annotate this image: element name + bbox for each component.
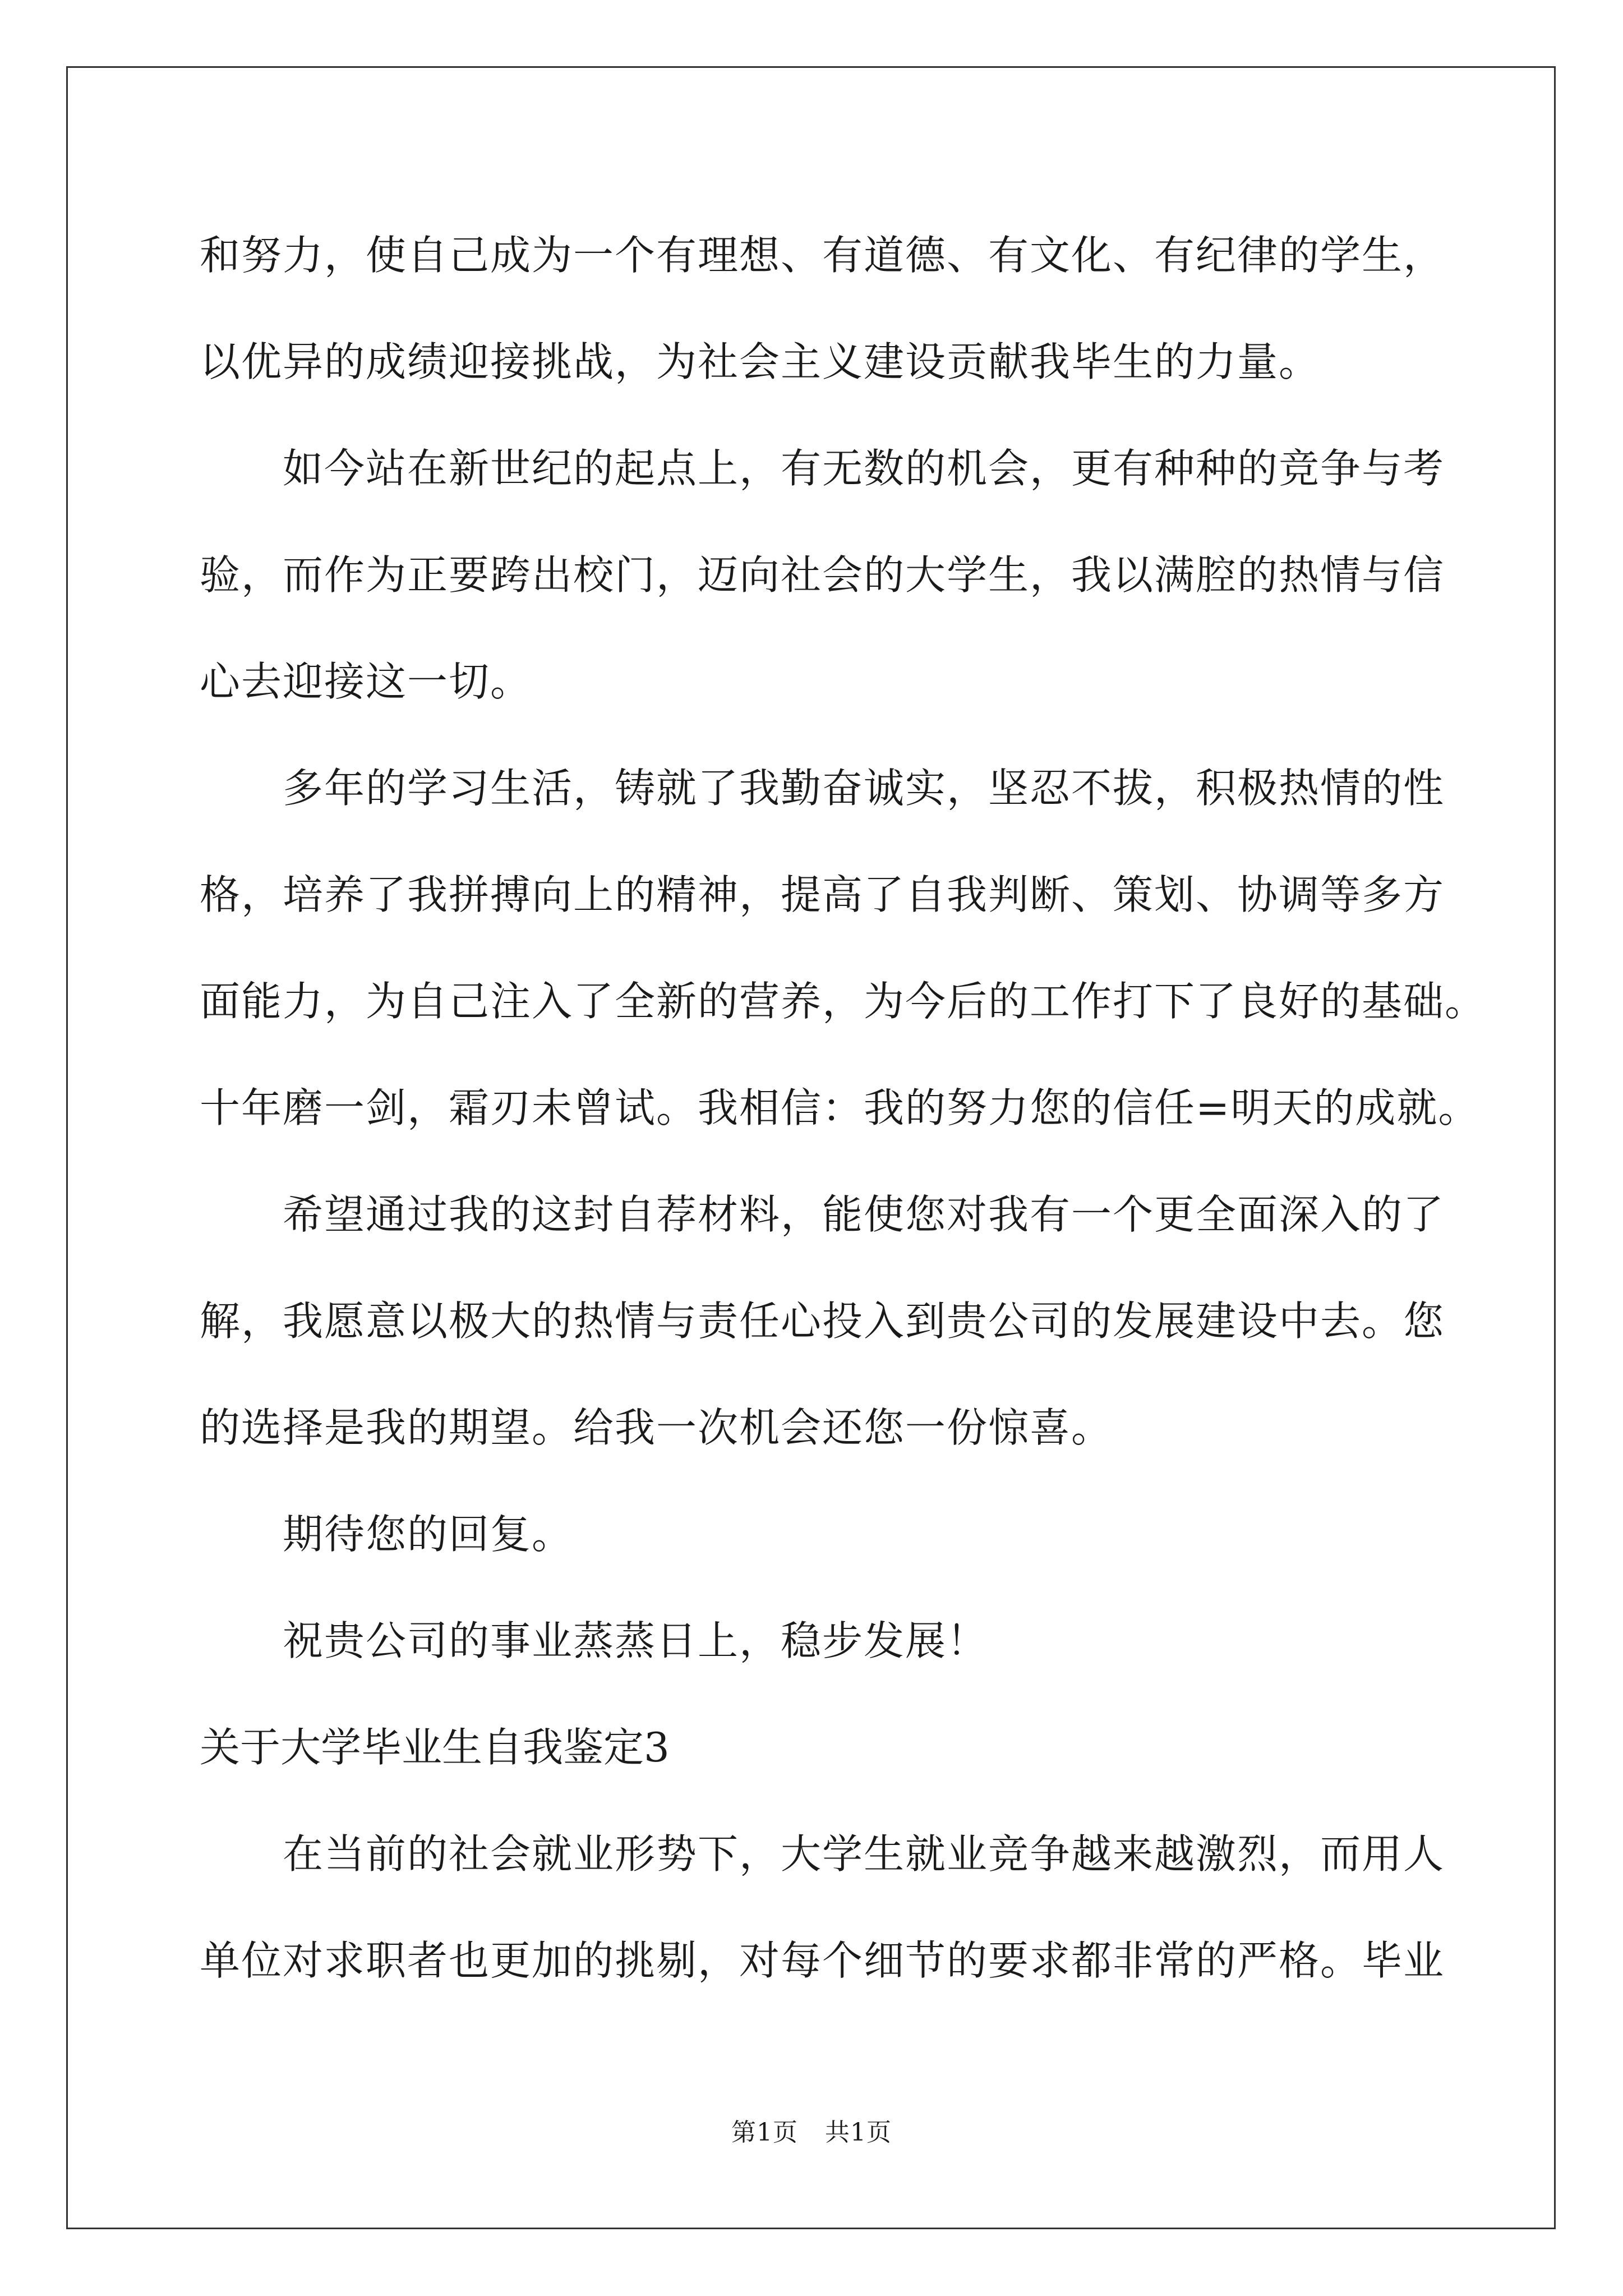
text-line: 单位对求职者也更加的挑剔，对每个细节的要求都非常的严格。毕业 [200,1937,1445,1984]
text-line: 解，我愿意以极大的热情与责任心投入到贵公司的发展建设中去。您 [200,1297,1445,1345]
text-line: 面能力，为自己注入了全新的营养，为今后的工作打下了良好的基础。 [200,978,1487,1025]
text-line: 如今站在新世纪的起点上，有无数的机会，更有种种的竞争与考 [283,445,1445,492]
text-line: 十年磨一剑，霜刃未曾试。我相信：我的努力您的信任=明天的成就。 [200,1084,1480,1131]
text-line: 在当前的社会就业形势下，大学生就业竞争越来越激烈，而用人 [283,1830,1445,1878]
page-total: 共1页 [825,2118,892,2147]
page-number: 第1页 [731,2118,798,2147]
text-line: 期待您的回复。 [283,1511,574,1558]
text-line: 验，而作为正要跨出校门，迈向社会的大学生，我以满腔的热情与信 [200,551,1445,599]
document-body [200,213,1487,2025]
text-line: 希望通过我的这封自荐材料，能使您对我有一个更全面深入的了 [283,1191,1445,1238]
text-line: 和努力，使自己成为一个有理想、有道德、有文化、有纪律的学生， [200,232,1445,279]
page-footer [0,2112,1623,2148]
text-line: 心去迎接这一切。 [200,658,532,705]
text-line: 的选择是我的期望。给我一次机会还您一份惊喜。 [200,1404,1113,1451]
text-line: 祝贵公司的事业蒸蒸日上，稳步发展！ [283,1617,989,1664]
text-line: 格，培养了我拼搏向上的精神，提高了自我判断、策划、协调等多方 [200,871,1445,918]
text-line: 以优异的成绩迎接挑战，为社会主义建设贡献我毕生的力量。 [200,338,1321,385]
text-line: 多年的学习生活，铸就了我勤奋诚实，坚忍不拔，积极热情的性 [283,765,1445,812]
section-heading: 关于大学毕业生自我鉴定3 [200,1724,670,1771]
